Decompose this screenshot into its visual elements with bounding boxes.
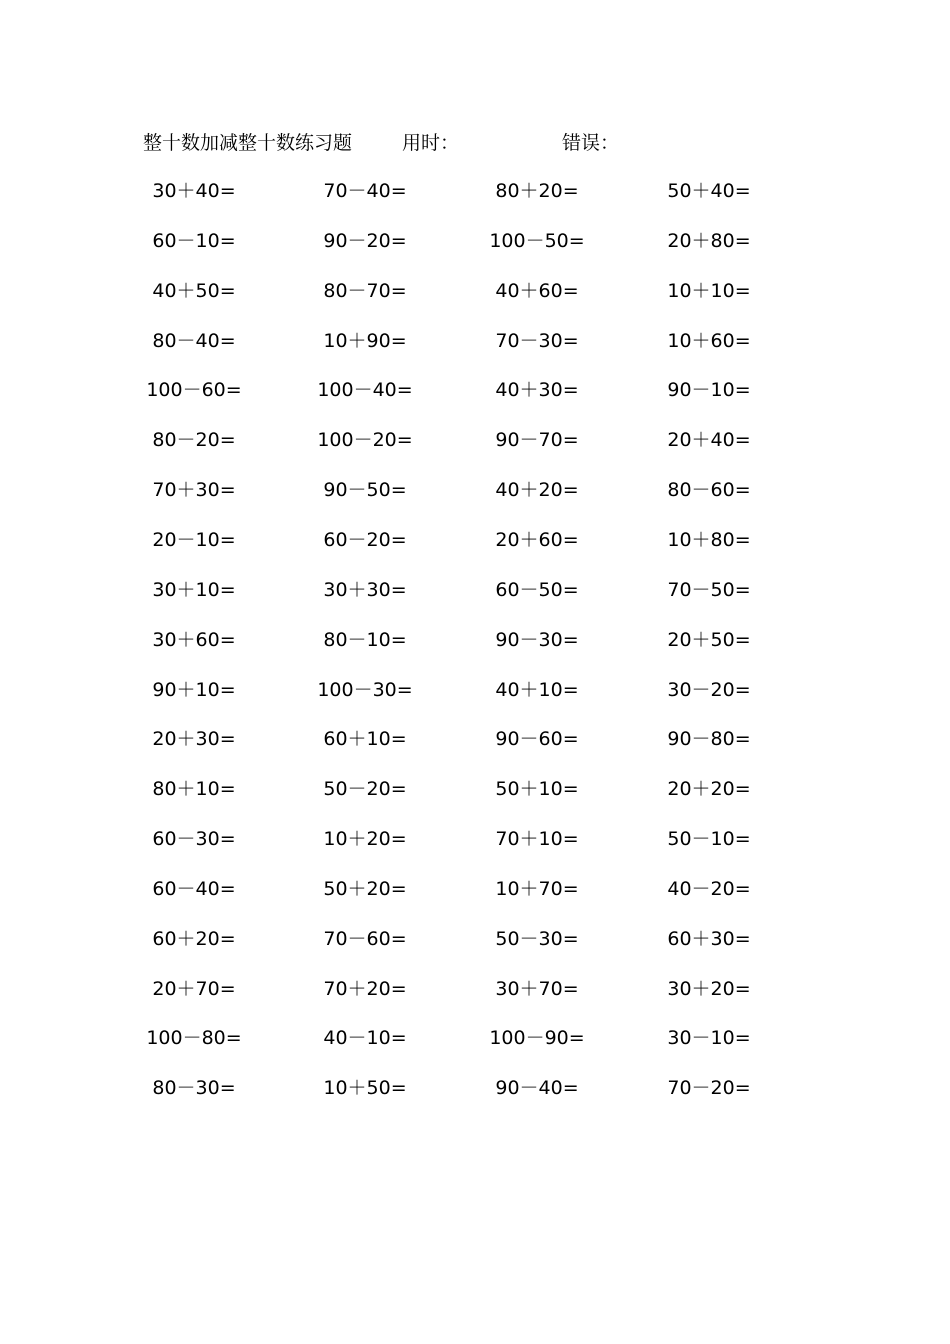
problem-r2-c4: 20＋80= [667,230,751,252]
problem-r18-c1: 100－80= [146,1027,242,1049]
problem-r16-c1: 60＋20= [152,928,236,950]
problem-r7-c2: 90－50= [323,479,407,501]
problem-r6-c4: 20＋40= [667,429,751,451]
problem-r18-c2: 40－10= [323,1027,407,1049]
error-count-label: 错误： [562,132,620,154]
time-used-label: 用时： [402,132,460,154]
problem-r7-c1: 70＋30= [152,479,236,501]
problem-r2-c2: 90－20= [323,230,407,252]
problem-r7-c3: 40＋20= [495,479,579,501]
problem-r11-c3: 40＋10= [495,679,579,701]
problem-r13-c4: 20＋20= [667,778,751,800]
problem-r2-c3: 100－50= [489,230,585,252]
problem-r3-c3: 40＋60= [495,280,579,302]
problem-r15-c2: 50＋20= [323,878,407,900]
worksheet-title: 整十数加减整十数练习题 [143,132,353,154]
problem-r5-c3: 40＋30= [495,379,579,401]
problem-r11-c1: 90＋10= [152,679,236,701]
problem-r16-c2: 70－60= [323,928,407,950]
problem-r14-c4: 50－10= [667,828,751,850]
problem-r16-c3: 50－30= [495,928,579,950]
problem-r11-c2: 100－30= [317,679,413,701]
problem-r9-c1: 30＋10= [152,579,236,601]
problem-r1-c3: 80＋20= [495,180,579,202]
problem-r4-c2: 10＋90= [323,330,407,352]
problem-r18-c3: 100－90= [489,1027,585,1049]
problem-r8-c1: 20－10= [152,529,236,551]
problem-r14-c2: 10＋20= [323,828,407,850]
problem-r11-c4: 30－20= [667,679,751,701]
problem-r16-c4: 60＋30= [667,928,751,950]
problem-r1-c4: 50＋40= [667,180,751,202]
problem-r9-c3: 60－50= [495,579,579,601]
problem-r19-c4: 70－20= [667,1077,751,1099]
problem-r13-c1: 80＋10= [152,778,236,800]
problem-r19-c3: 90－40= [495,1077,579,1099]
problem-r19-c2: 10＋50= [323,1077,407,1099]
problem-r19-c1: 80－30= [152,1077,236,1099]
problem-r12-c1: 20＋30= [152,728,236,750]
problem-r17-c3: 30＋70= [495,978,579,1000]
problem-r10-c4: 20＋50= [667,629,751,651]
problem-r15-c3: 10＋70= [495,878,579,900]
problem-r14-c1: 60－30= [152,828,236,850]
problem-r12-c2: 60＋10= [323,728,407,750]
problem-r14-c3: 70＋10= [495,828,579,850]
problem-r3-c1: 40＋50= [152,280,236,302]
problem-r10-c2: 80－10= [323,629,407,651]
problem-r6-c3: 90－70= [495,429,579,451]
problem-r5-c4: 90－10= [667,379,751,401]
problem-r6-c2: 100－20= [317,429,413,451]
problem-r17-c2: 70＋20= [323,978,407,1000]
problem-r10-c3: 90－30= [495,629,579,651]
problem-r7-c4: 80－60= [667,479,751,501]
problem-r12-c4: 90－80= [667,728,751,750]
problem-r8-c4: 10＋80= [667,529,751,551]
problem-r4-c3: 70－30= [495,330,579,352]
problem-r3-c4: 10＋10= [667,280,751,302]
problem-r5-c2: 100－40= [317,379,413,401]
problem-r18-c4: 30－10= [667,1027,751,1049]
problem-r1-c1: 30＋40= [152,180,236,202]
problem-r5-c1: 100－60= [146,379,242,401]
problem-r6-c1: 80－20= [152,429,236,451]
problem-r10-c1: 30＋60= [152,629,236,651]
problem-r8-c2: 60－20= [323,529,407,551]
problem-r3-c2: 80－70= [323,280,407,302]
problem-r2-c1: 60－10= [152,230,236,252]
problem-r13-c2: 50－20= [323,778,407,800]
problem-r4-c1: 80－40= [152,330,236,352]
problem-r4-c4: 10＋60= [667,330,751,352]
problem-r15-c1: 60－40= [152,878,236,900]
problem-r9-c2: 30＋30= [323,579,407,601]
problem-r13-c3: 50＋10= [495,778,579,800]
problem-r12-c3: 90－60= [495,728,579,750]
problem-r15-c4: 40－20= [667,878,751,900]
problem-r17-c1: 20＋70= [152,978,236,1000]
problem-r9-c4: 70－50= [667,579,751,601]
problem-r1-c2: 70－40= [323,180,407,202]
problem-r17-c4: 30＋20= [667,978,751,1000]
problem-r8-c3: 20＋60= [495,529,579,551]
